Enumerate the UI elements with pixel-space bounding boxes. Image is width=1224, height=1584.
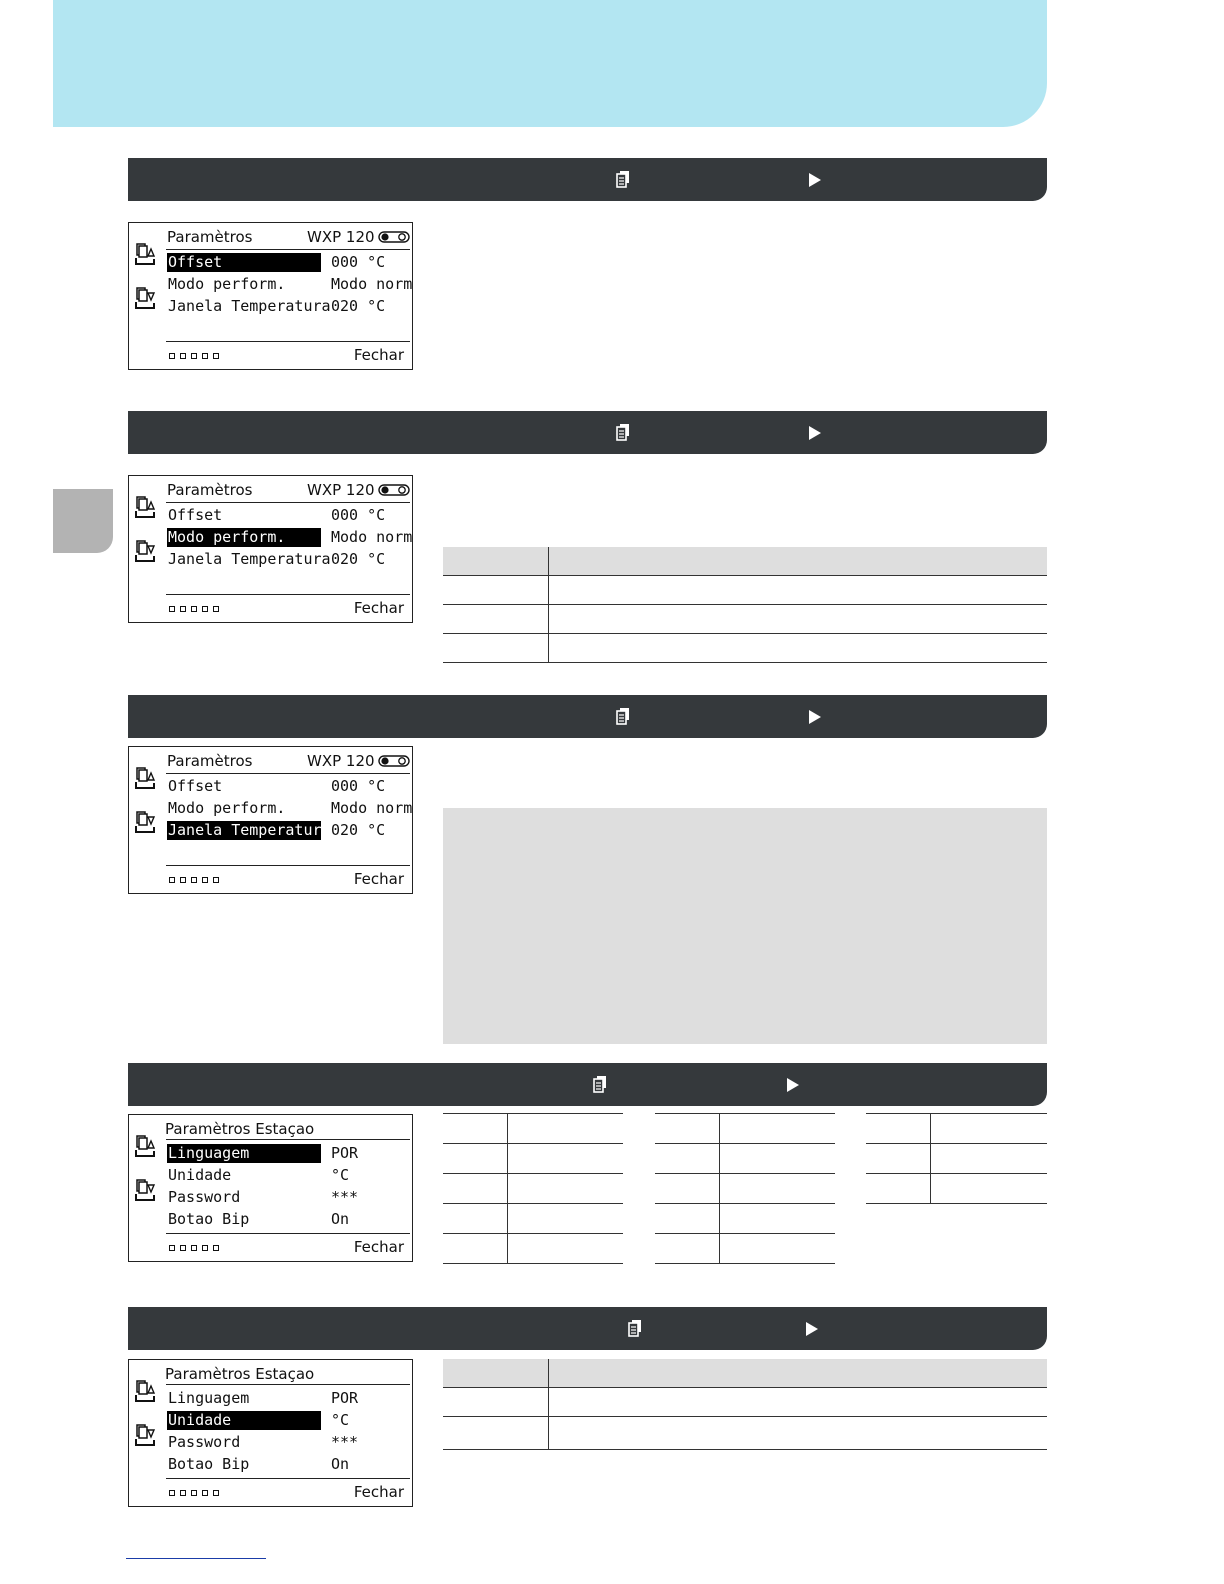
- model-label: WXP 120: [307, 481, 375, 499]
- row-value-performance-mode: Modo norm: [331, 275, 413, 293]
- lcd-screen: [128, 746, 413, 894]
- table-row: [443, 1174, 623, 1204]
- section-bar-offset: [128, 158, 1047, 201]
- lcd-screen: [128, 1359, 413, 1507]
- screen-title: Paramètros: [167, 481, 253, 499]
- play-arrow-icon: [809, 173, 821, 187]
- header-divider: [166, 773, 410, 774]
- close-button[interactable]: Fechar: [353, 1238, 404, 1256]
- table-row: [443, 576, 1047, 605]
- footer-divider: [166, 594, 410, 595]
- header-divider: [166, 1139, 410, 1140]
- toggle-switch-icon: [378, 231, 410, 243]
- table-row: [866, 1174, 1047, 1204]
- close-button[interactable]: Fechar: [353, 599, 404, 617]
- footnote-rule: [126, 1558, 266, 1559]
- document-icon: [616, 171, 630, 188]
- menu-up-icon: [134, 1135, 156, 1161]
- language-table-1: [443, 1113, 623, 1264]
- row-value-beep: On: [331, 1455, 350, 1473]
- row-value-beep: On: [331, 1210, 350, 1228]
- table-row: [443, 1204, 623, 1234]
- table-header-row: [443, 547, 1047, 576]
- row-label-offset[interactable]: Offset: [168, 777, 223, 795]
- table-row: [655, 1204, 835, 1234]
- footer-divider: [166, 865, 410, 866]
- table-row: [655, 1114, 835, 1144]
- row-value-performance-mode: Modo norm: [331, 799, 413, 817]
- page-dots-icon: [169, 877, 221, 883]
- row-value-offset: 000 °C: [331, 253, 386, 271]
- row-label-performance-mode[interactable]: Modo perform.: [168, 275, 286, 293]
- footer-divider: [166, 1478, 410, 1479]
- play-arrow-icon: [806, 1322, 818, 1336]
- document-icon: [616, 424, 630, 441]
- screen-title: Paramètros Estaçao: [165, 1365, 315, 1383]
- close-button[interactable]: Fechar: [353, 870, 404, 888]
- row-label-beep[interactable]: Botao Bip: [168, 1455, 250, 1473]
- note-box: [443, 808, 1047, 1044]
- row-label-performance-mode[interactable]: Modo perform.: [168, 799, 286, 817]
- row-value-performance-mode: Modo norm: [331, 528, 413, 546]
- row-label-unit[interactable]: Unidade: [167, 1411, 321, 1430]
- table-row: [443, 605, 1047, 634]
- toggle-switch-icon: [378, 484, 410, 496]
- play-arrow-icon: [809, 426, 821, 440]
- lcd-screen: [128, 1114, 413, 1262]
- lcd-screen: [128, 222, 413, 370]
- page-dots-icon: [169, 606, 221, 612]
- row-label-beep[interactable]: Botao Bip: [168, 1210, 250, 1228]
- header-banner: [53, 0, 1047, 127]
- menu-up-icon: [134, 243, 156, 269]
- model-label: WXP 120: [307, 752, 375, 770]
- row-label-temperature-window[interactable]: Janela Temperatura: [168, 550, 331, 568]
- menu-down-icon: [134, 811, 156, 837]
- document-icon: [593, 1076, 607, 1093]
- table-row: [443, 1144, 623, 1174]
- table-row: [655, 1174, 835, 1204]
- menu-down-icon: [134, 540, 156, 566]
- document-icon: [616, 708, 630, 725]
- table-row: [443, 1114, 623, 1144]
- row-value-offset: 000 °C: [331, 506, 386, 524]
- row-label-password[interactable]: Password: [168, 1433, 241, 1451]
- document-icon: [628, 1320, 642, 1337]
- menu-up-icon: [134, 496, 156, 522]
- row-value-password: ***: [331, 1433, 359, 1451]
- screen-title: Paramètros Estaçao: [165, 1120, 315, 1138]
- screen-title: Paramètros: [167, 228, 253, 246]
- footer-divider: [166, 1233, 410, 1234]
- row-label-language[interactable]: Linguagem: [167, 1144, 321, 1163]
- page-dots-icon: [169, 1245, 221, 1251]
- footer-divider: [166, 341, 410, 342]
- model-label: WXP 120: [307, 228, 375, 246]
- header-divider: [166, 502, 410, 503]
- menu-up-icon: [134, 1380, 156, 1406]
- language-table-3: [866, 1113, 1047, 1204]
- mode-table: [443, 547, 1047, 663]
- page-dots-icon: [169, 353, 221, 359]
- row-value-offset: 000 °C: [331, 777, 386, 795]
- row-label-temperature-window[interactable]: Janela Temperatura: [168, 821, 331, 839]
- row-value-temperature-window: 020 °C: [331, 550, 386, 568]
- table-header-row: [443, 1359, 1047, 1388]
- close-button[interactable]: Fechar: [353, 1483, 404, 1501]
- row-label-offset[interactable]: Offset: [168, 506, 223, 524]
- row-value-temperature-window: 020 °C: [331, 821, 386, 839]
- row-label-unit[interactable]: Unidade: [168, 1166, 232, 1184]
- play-arrow-icon: [809, 710, 821, 724]
- lcd-screen: [128, 475, 413, 623]
- table-row: [443, 1234, 623, 1264]
- table-row: [866, 1114, 1047, 1144]
- toggle-switch-icon: [378, 755, 410, 767]
- menu-up-icon: [134, 767, 156, 793]
- row-label-language[interactable]: Linguagem: [168, 1389, 250, 1407]
- table-row: [655, 1144, 835, 1174]
- close-button[interactable]: Fechar: [353, 346, 404, 364]
- page-dots-icon: [169, 1490, 221, 1496]
- row-value-password: ***: [331, 1188, 359, 1206]
- row-label-performance-mode[interactable]: Modo perform.: [167, 528, 321, 547]
- row-value-unit: °C: [331, 1411, 350, 1429]
- play-arrow-icon: [787, 1078, 799, 1092]
- row-value-temperature-window: 020 °C: [331, 297, 386, 315]
- table-row: [443, 1388, 1047, 1417]
- language-table-2: [655, 1113, 835, 1264]
- chapter-tab: [53, 489, 113, 553]
- section-bar-temperature-window: [128, 695, 1047, 738]
- section-bar-unit: [128, 1307, 1047, 1350]
- table-row: [443, 634, 1047, 663]
- row-value-language: POR: [331, 1389, 359, 1407]
- unit-table: [443, 1359, 1047, 1450]
- row-label-offset[interactable]: Offset: [167, 253, 321, 272]
- table-row: [655, 1234, 835, 1264]
- table-row: [866, 1144, 1047, 1174]
- row-label-password[interactable]: Password: [168, 1188, 241, 1206]
- header-divider: [166, 249, 410, 250]
- row-label-temperature-window[interactable]: Janela Temperatura: [168, 297, 331, 315]
- menu-down-icon: [134, 1179, 156, 1205]
- section-bar-performance-mode: [128, 411, 1047, 454]
- section-bar-language: [128, 1063, 1047, 1106]
- table-row: [443, 1417, 1047, 1450]
- menu-down-icon: [134, 1424, 156, 1450]
- header-divider: [166, 1384, 410, 1385]
- row-value-language: POR: [331, 1144, 359, 1162]
- screen-title: Paramètros: [167, 752, 253, 770]
- menu-down-icon: [134, 287, 156, 313]
- row-value-unit: °C: [331, 1166, 350, 1184]
